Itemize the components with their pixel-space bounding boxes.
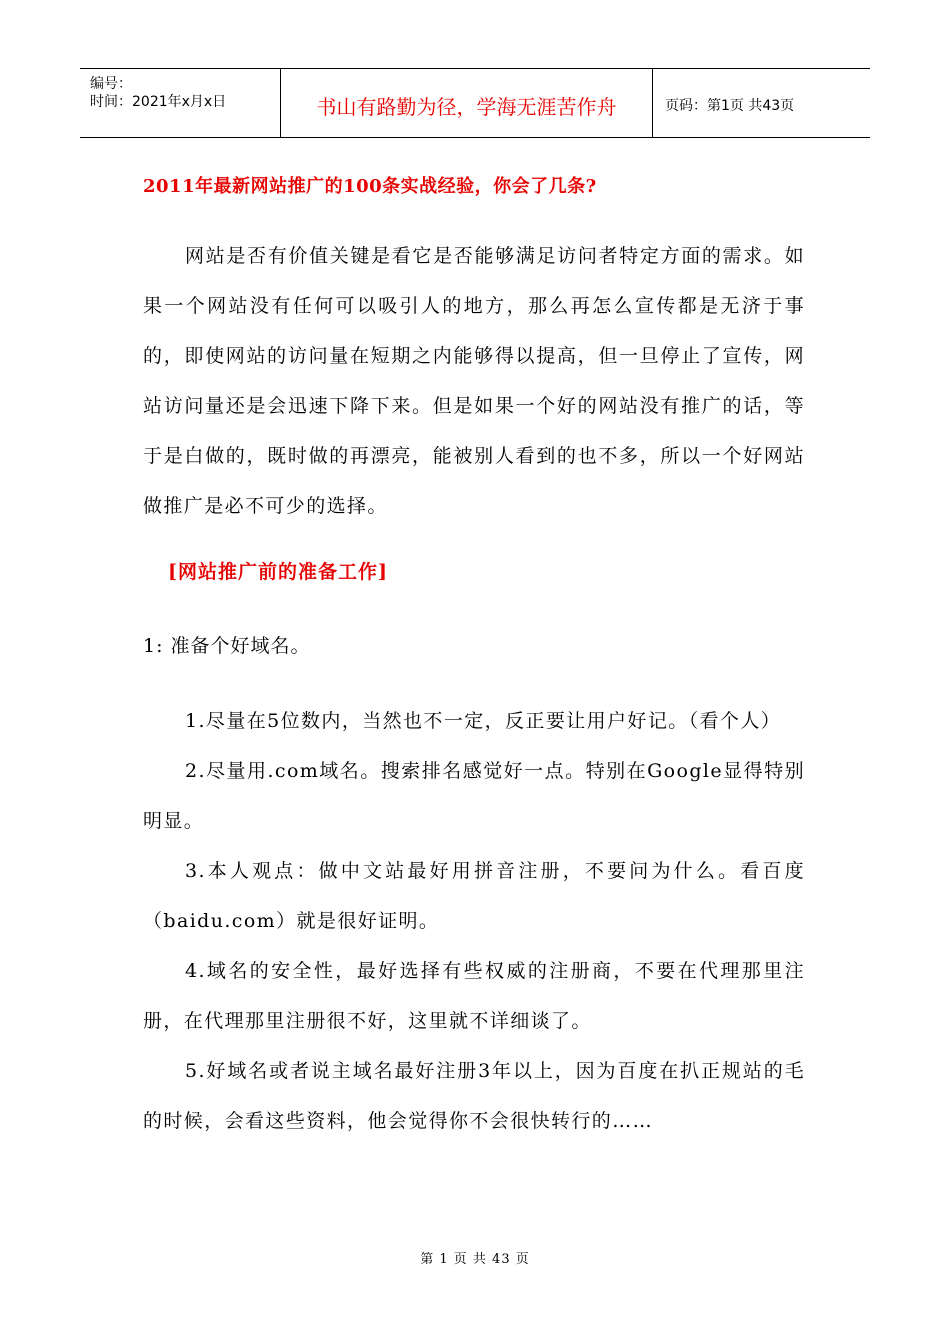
section-heading: [网站推广前的准备工作] (168, 561, 388, 583)
header-meta (80, 69, 281, 137)
intro-paragraph: 网站是否有价值关键是看它是否能够满足访问者特定方面的需求。如果一个网站没有任何可以吸引人的地方，那么再怎么宣传都是无济于事的，即使网站的访问量在短期之内能够得以提高，但一旦停止了宣传，网站访问量还是会迅速下降下来。但是如果一个好的网站没有推广的话，等于是白做的，既时做的再漂亮，能被别人看到的也不多，所以一个好网站做推广是必不可少的选择。 (143, 245, 805, 517)
list-item: 5.好域名或者说主域名最好注册3年以上，因为百度在扒正规站的毛的时候，会看这些资料，他会觉得你不会很快转行的…… (143, 1060, 805, 1132)
list-item: 4.域名的安全性，最好选择有些权威的注册商，不要在代理那里注册，在代理那里注册很不好，这里就不详细谈了。 (143, 960, 805, 1032)
document-number-label: 编号： (90, 76, 132, 92)
article-title: 2011年最新网站推广的100条实战经验，你会了几条? (143, 176, 597, 197)
page-footer: 第 1 页 共 43 页 (420, 1252, 530, 1267)
list-item: 3.本人观点：做中文站最好用拼音注册，不要问为什么。看百度（baidu.com）就是很好证明。 (143, 860, 805, 932)
domain-tips-list (143, 696, 805, 1146)
page-header (80, 68, 870, 138)
list-item: 2.尽量用.com域名。搜索排名感觉好一点。特别在Google显得特别明显。 (143, 760, 805, 832)
step-heading: 1: 准备个好域名。 (143, 635, 311, 657)
document-time-label: 时间：2021年x月x日 (90, 94, 227, 110)
list-item: 1.尽量在5位数内，当然也不一定，反正要让用户好记。（看个人） (185, 710, 782, 732)
header-page-info: 页码：第1页 共43页 (665, 98, 795, 114)
header-motto: 书山有路勤为径，学海无涯苦作舟 (281, 69, 653, 137)
